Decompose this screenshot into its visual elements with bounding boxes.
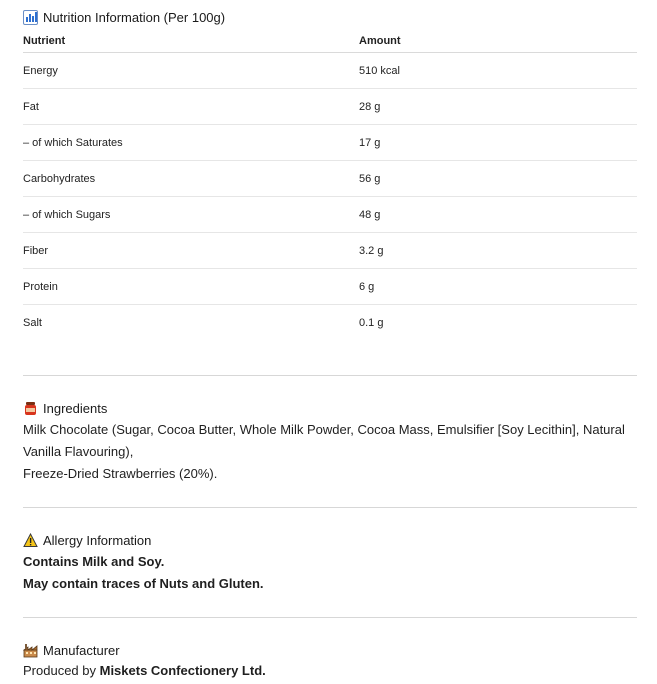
manufacturer-title: Manufacturer — [43, 643, 120, 658]
nutrient-name: Protein — [23, 280, 58, 293]
manufacturer-name: Miskets Confectionery Ltd. — [99, 663, 266, 678]
nutrient-name: Fat — [23, 100, 39, 113]
nutrient-amount: 48 g — [359, 208, 381, 221]
jar-icon — [23, 401, 38, 416]
nutrient-name: Energy — [23, 64, 58, 77]
ingredients-line: Vanilla Flavouring), — [23, 444, 134, 459]
nutrient-amount: 3.2 g — [359, 244, 384, 257]
manufacturer-prefix: Produced by — [23, 663, 100, 678]
nutrient-name: Carbohydrates — [23, 172, 96, 185]
nutrient-name: Salt — [23, 316, 42, 329]
allergy-line: May contain traces of Nuts and Gluten. — [23, 576, 264, 591]
nutrient-amount: 56 g — [359, 172, 381, 185]
nutrient-amount: 510 kcal — [359, 64, 400, 77]
nutrient-amount: 6 g — [359, 280, 375, 293]
factory-icon — [23, 643, 38, 658]
table-row — [23, 305, 637, 340]
manufacturer-text — [23, 660, 637, 682]
nutrient-amount: 0.1 g — [359, 316, 384, 329]
table-row — [23, 125, 637, 161]
allergy-title: Allergy Information — [43, 533, 152, 548]
nutrition-title: Nutrition Information (Per 100g) — [43, 10, 226, 25]
warning-icon — [23, 533, 38, 548]
nutrition-heading — [23, 9, 225, 26]
ingredients-title: Ingredients — [43, 401, 108, 416]
section-divider — [23, 375, 637, 376]
table-row — [23, 161, 637, 197]
nutrient-name: – of which Sugars — [23, 208, 111, 221]
nutrient-amount: 28 g — [359, 100, 381, 113]
ingredients-heading — [23, 400, 107, 417]
section-divider — [23, 507, 637, 508]
nutrition-table — [23, 30, 637, 340]
ingredients-line: Freeze-Dried Strawberries (20%). — [23, 466, 218, 481]
bar-chart-icon — [23, 10, 38, 25]
section-divider — [23, 617, 637, 618]
table-header-row — [23, 30, 637, 53]
ingredients-line: Milk Chocolate (Sugar, Cocoa Butter, Whole Milk Powder, Cocoa Mass, Emulsifier [Soy Lecithin], Natural — [23, 422, 625, 437]
table-row — [23, 197, 637, 233]
ingredients-text — [23, 419, 637, 485]
table-row — [23, 233, 637, 269]
nutrient-name: – of which Saturates — [23, 136, 123, 149]
nutrient-name: Fiber — [23, 244, 49, 257]
allergy-line: Contains Milk and Soy. — [23, 554, 165, 569]
allergy-text — [23, 551, 637, 595]
allergy-heading — [23, 532, 151, 549]
nutrient-amount: 17 g — [359, 136, 381, 149]
table-row — [23, 53, 637, 89]
header-nutrient: Nutrient — [23, 35, 66, 47]
header-amount: Amount — [359, 35, 401, 47]
manufacturer-heading — [23, 642, 120, 659]
table-row — [23, 269, 637, 305]
table-row — [23, 89, 637, 125]
